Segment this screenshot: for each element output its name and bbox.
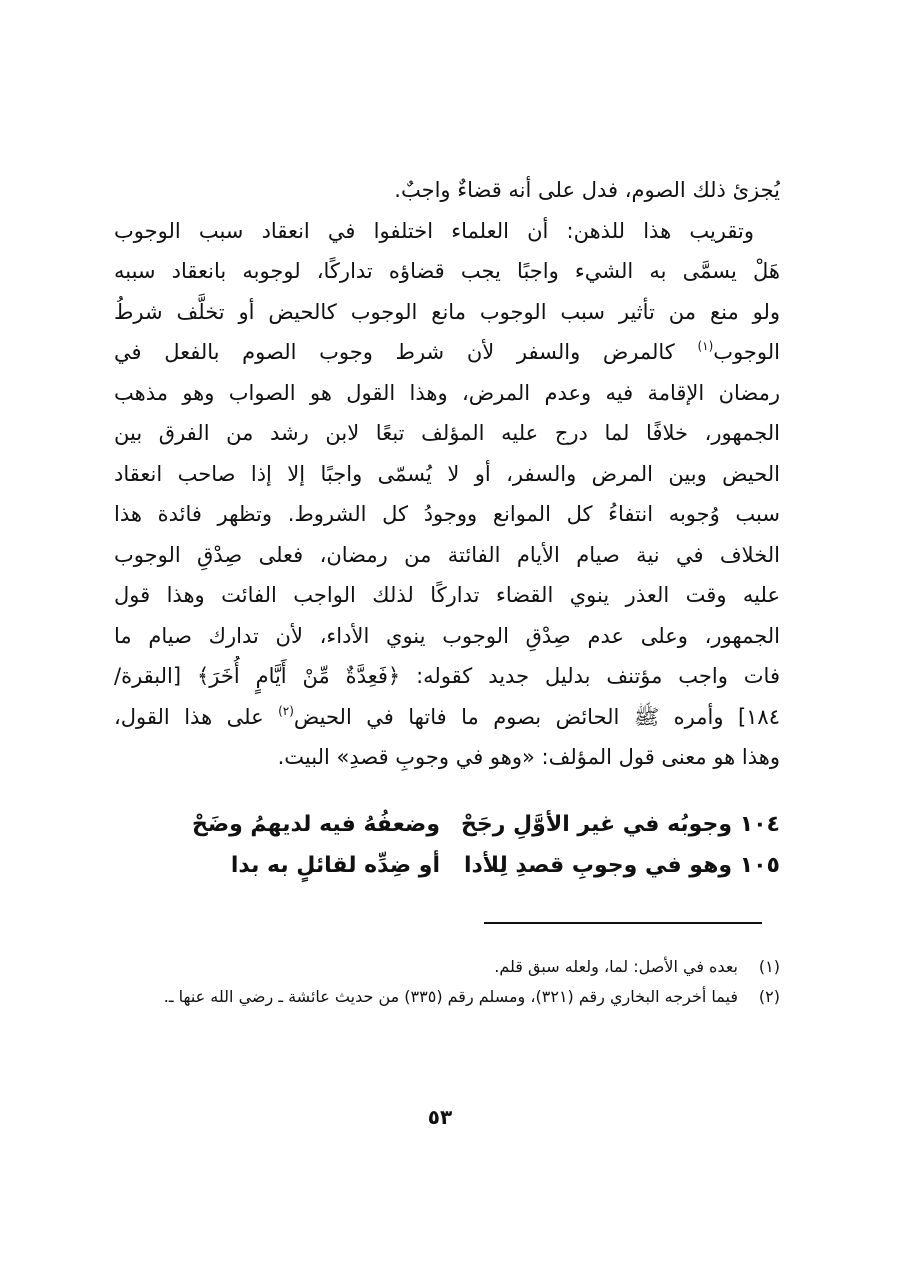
footnote-marker: (٢) [758,987,780,1006]
text-line: عليه وقت العذر ينوي القضاء تداركًا لذلك الواجب الفائت وهذا قول [114,583,780,607]
text-segment: كالمرض والسفر لأن شرط وجوب الصوم بالفعل في [114,340,675,364]
text-line: وتقريب هذا للذهن: أن العلماء اختلفوا في انعقاد سبب الوجوب [114,218,754,243]
footnote-2 [114,982,780,1012]
verse-105 [114,846,780,886]
footnote-ref-1[interactable]: (١) [697,339,714,353]
verse-second-hemistich: أو ضِدِّه لقائلٍ به بدا [230,853,440,878]
text-line [114,332,780,373]
verse-number: ١٠٥ [739,853,780,878]
text-line: سبب وُجوبه انتفاءُ كل الموانع ووجودُ كل الشروط. وتظهر فائدة هذا [114,502,780,526]
footnote-ref-2[interactable]: (٢) [278,703,294,718]
footnote-text: بعده في الأصل: لما، ولعله سبق قلم. [494,957,738,976]
verse-number: ١٠٤ [739,812,780,837]
text-line: رمضان الإقامة فيه وعدم المرض، وهذا القول هو الصواب وهو مذهب [114,380,780,405]
text-segment: الوجوب [713,340,780,364]
text-line: فات واجب مؤتنف بدليل جديد كقوله: ﴿فَعِدَّةٌ مِّنْ أَيَّامٍ أُخَرَ﴾ [البقرة/ [114,664,780,688]
verse-104 [114,805,780,845]
footnote-1 [114,952,780,982]
footnote-text: فيما أخرجه البخاري رقم (٣٢١)، ومسلم رقم (٣٣٥) من حديث عائشة ـ رضي الله عنها ـ. [163,987,738,1006]
footnotes [114,952,780,1012]
text-segment: ١٨٤] وأمره ﷺ الحائض بصوم ما فاتها في [366,704,780,729]
text-line: وهذا هو معنى قول المؤلف: «وهو في وجوبِ قصدِ» البيت. [277,745,780,769]
verse-first-hemistich: وجوبُه في غير الأوَّلِ رجَحْ [461,812,732,837]
text-segment: الحيض [293,704,352,729]
text-line: الجمهور، وعلى عدم صِدْقِ الوجوب ينوي الأداء، لأن تدارك صيام ما [114,623,780,648]
text-line [114,697,780,738]
verse-first-hemistich: وهو في وجوبِ قصدِ لِلأدا [463,853,732,878]
text-line: ولو منع من تأثير سبب الوجوب مانع الوجوب كالحيض أو تخلَّف شرطُ [114,299,780,324]
text-line: هَلْ يسمَّى به الشيء واجبًا يجب قضاؤه تداركًا، لوجوبه بانعقاد سببه [114,259,780,283]
page-number: ٥٣ [427,1105,453,1129]
text-line: الحيض وبين المرض والسفر، أو لا يُسمّى واجبًا إلا إذا صاحب انعقاد [114,461,780,486]
verse-second-hemistich: وضعفُهُ فيه لديهمُ وضَحْ [191,812,440,837]
main-text [114,170,780,778]
footnote-marker: (١) [758,957,780,976]
text-line: يُجزئ ذلك الصوم، فدل على أنه قضاءٌ واجبٌ. [394,178,780,202]
footnote-separator [484,922,762,924]
text-segment: على هذا القول، [114,704,264,729]
text-line: الخلاف في نية صيام الأيام الفائتة من رمضان، فعلى صِدْقِ الوجوب [114,542,780,567]
text-line: الجمهور، خلافًا لما درج عليه المؤلف تبعًا لابن رشد من الفرق بين [114,421,780,445]
